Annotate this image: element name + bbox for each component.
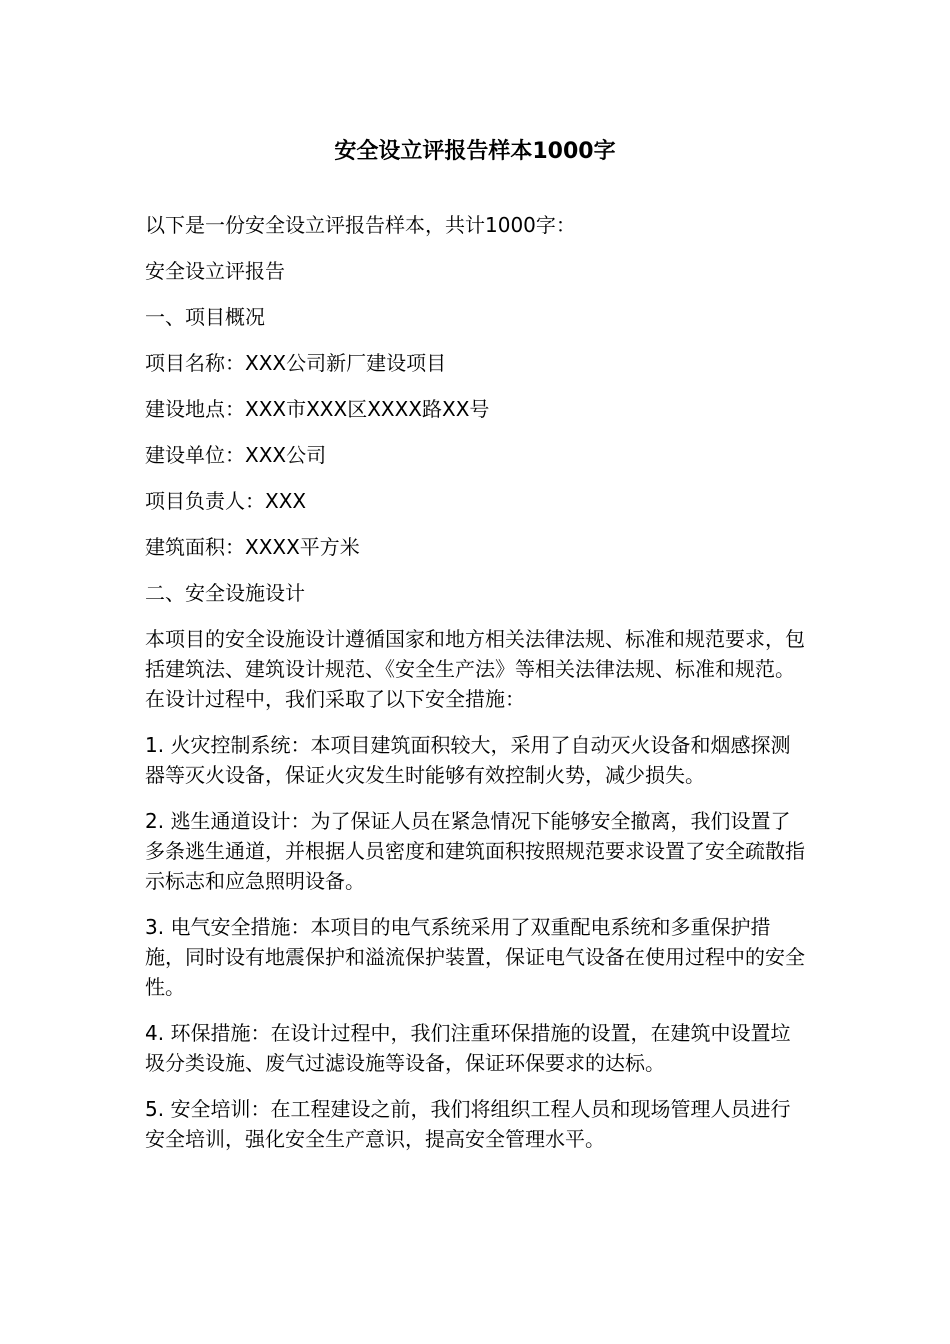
intro-paragraph: 以下是一份安全设立评报告样本，共计1000字： (145, 213, 576, 237)
list-item-environmental: 4. 环保措施：在设计过程中，我们注重环保措施的设置，在建筑中设置垃圾分类设施、废气过滤设施等设备，保证环保要求的达标。 (145, 1021, 791, 1075)
leader-line: 项目负责人：XXX (145, 489, 307, 513)
section-1-heading: 一、项目概况 (145, 305, 265, 329)
list-item-electrical-safety: 3. 电气安全措施：本项目的电气系统采用了双重配电系统和多重保护措施，同时设有地震保护和溢流保护装置，保证电气设备在使用过程中的安全性。 (145, 915, 805, 999)
document-title: 安全设立评报告样本1000字 (334, 139, 616, 164)
list-item-safety-training: 5. 安全培训：在工程建设之前，我们将组织工程人员和现场管理人员进行安全培训，强化安全生产意识，提高安全管理水平。 (145, 1097, 791, 1151)
area-line: 建筑面积：XXXX平方米 (145, 535, 360, 559)
list-item-escape-route: 2. 逃生通道设计：为了保证人员在紧急情况下能够安全撤离，我们设置了多条逃生通道，并根据人员密度和建筑面积按照规范要求设置了安全疏散指示标志和应急照明设备。 (145, 809, 805, 893)
list-item-fire-control: 1. 火灾控制系统：本项目建筑面积较大，采用了自动灭火设备和烟感探测器等灭火设备，保证火灾发生时能够有效控制火势，减少损失。 (145, 733, 791, 787)
document-body (145, 210, 805, 1170)
location-line: 建设地点：XXX市XXX区XXXX路XX号 (145, 397, 490, 421)
section-2-heading: 二、安全设施设计 (145, 581, 305, 605)
project-name-line: 项目名称：XXX公司新厂建设项目 (145, 351, 447, 375)
section-2-body: 本项目的安全设施设计遵循国家和地方相关法律法规、标准和规范要求，包括建筑法、建筑设计规范、《安全生产法》等相关法律法规、标准和规范。在设计过程中，我们采取了以下安全措施： (145, 627, 805, 711)
report-heading: 安全设立评报告 (145, 259, 285, 283)
unit-line: 建设单位：XXX公司 (145, 443, 327, 467)
